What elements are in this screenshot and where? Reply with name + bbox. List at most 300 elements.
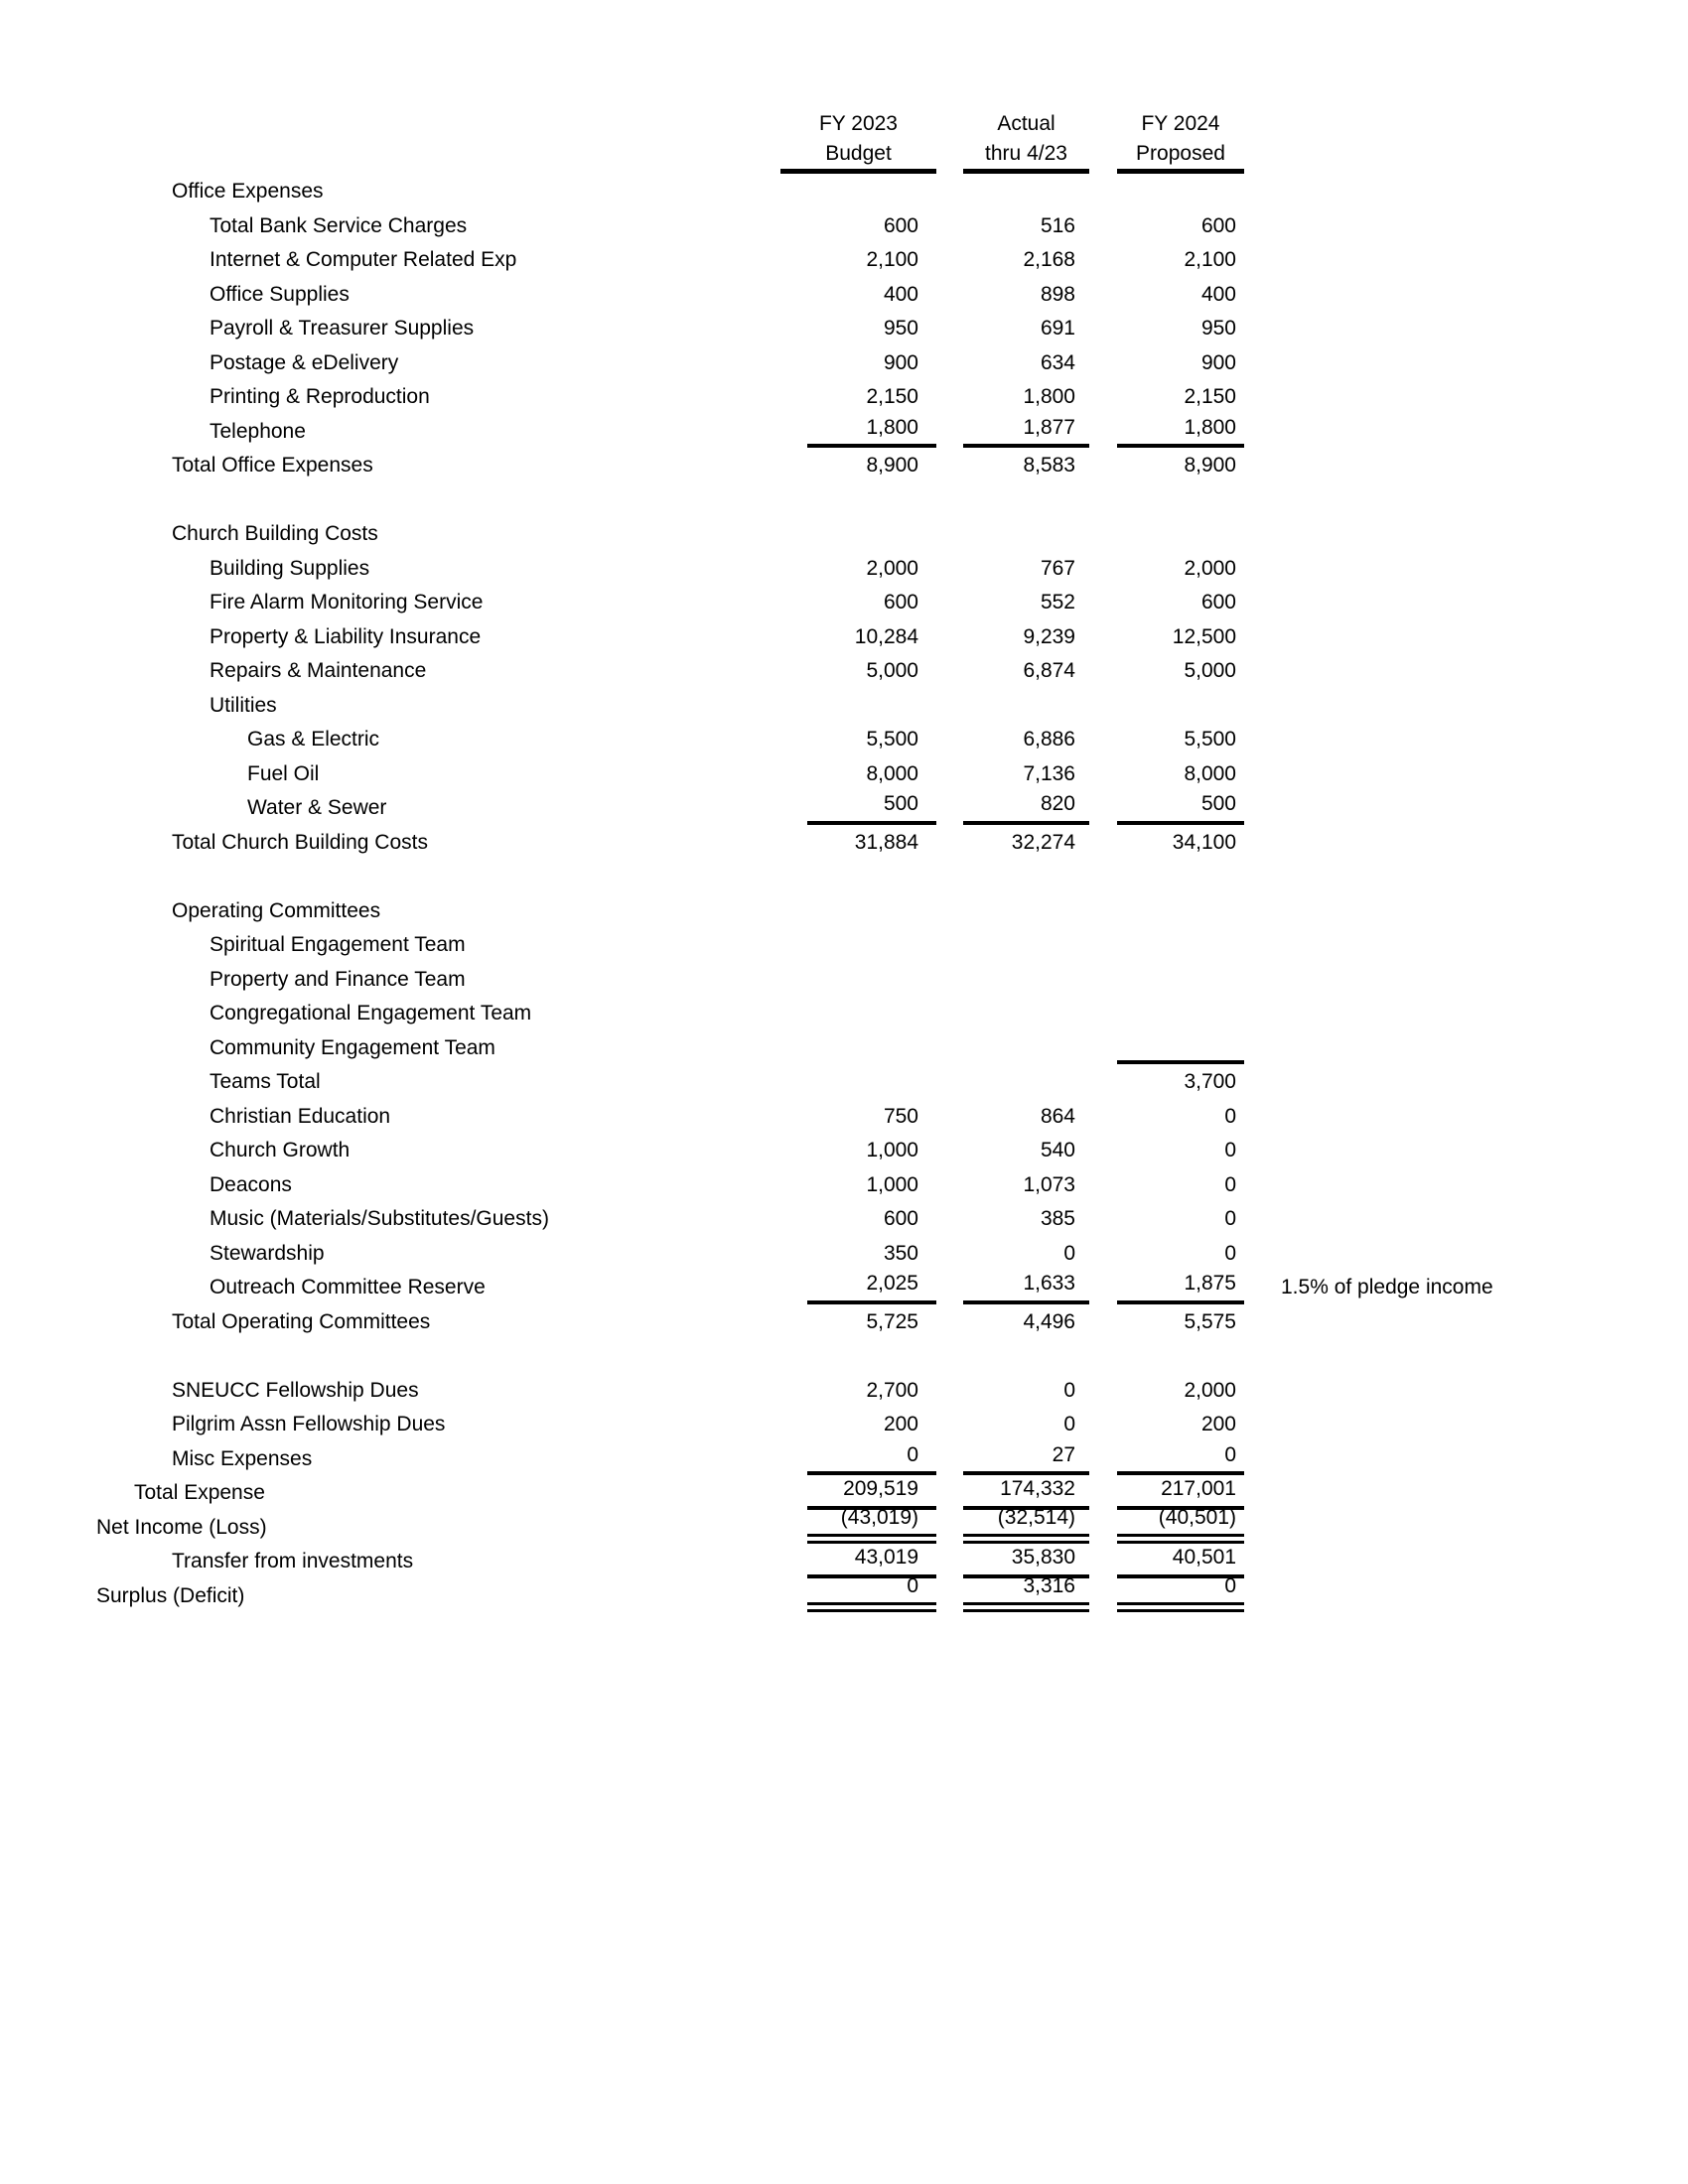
row-note [1244,1475,1688,1510]
value-fy2023-budget: 2,100 [866,248,918,272]
column-gap [1089,311,1117,345]
row-label: Building Supplies [210,556,370,580]
value-fy2024-proposed: 900 [1200,350,1236,374]
column-gap [1089,1201,1117,1236]
row-label [0,859,807,893]
table-row [0,619,1688,654]
column-gap [1089,893,1117,928]
row-note [1244,859,1688,893]
column-gap [936,722,963,756]
row-label: Payroll & Treasurer Supplies [210,317,475,341]
value-actual-thru-4-23: 634 [1040,350,1075,374]
row-note [1244,688,1688,723]
value-actual-thru-4-23: 552 [1040,591,1075,614]
value-fy2023-budget: 5,000 [866,659,918,683]
column-gap [936,208,963,243]
header-label-spacer [0,140,780,175]
column-gap [936,653,963,688]
row-label: Stewardship [210,1241,325,1265]
value-actual-thru-4-23: 767 [1040,556,1075,580]
row-label: SNEUCC Fellowship Dues [172,1378,419,1402]
value-fy2023-budget: 43,019 [807,1544,936,1578]
value-actual-thru-4-23: 7,136 [1023,761,1075,785]
table-row [0,1201,1688,1236]
column-gap [1089,1304,1117,1339]
row-label: Internet & Computer Related Exp [210,248,517,272]
value-fy2024-proposed: 5,000 [1184,659,1236,683]
value-fy2023-budget: 31,884 [854,830,918,854]
value-actual-thru-4-23 [963,1030,1089,1065]
value-actual-thru-4-23: 820 [963,790,1089,825]
row-label: Music (Materials/Substitutes/Guests) [210,1207,549,1231]
value-fy2023-budget: 600 [883,1207,918,1231]
value-actual-thru-4-23: 174,332 [963,1475,1089,1510]
value-fy2024-proposed: 2,000 [1184,1378,1236,1402]
column-gap [936,1167,963,1202]
value-fy2024-proposed: 2,000 [1184,556,1236,580]
value-fy2024-proposed: 600 [1200,213,1236,237]
row-note [1244,585,1688,619]
column-gap [1089,1544,1117,1578]
column-gap [936,756,963,791]
value-fy2023-budget [807,962,936,997]
note-column-spacer [1244,140,1688,175]
column-gap [1089,962,1117,997]
value-fy2024-proposed: 2,100 [1184,248,1236,272]
column-gap [936,962,963,997]
value-fy2023-budget: 1,000 [866,1139,918,1162]
table-row [0,825,1688,860]
column-gap [936,1201,963,1236]
column-gap [1089,790,1117,825]
value-fy2024-proposed: 600 [1200,591,1236,614]
value-fy2024-proposed: 400 [1200,282,1236,306]
table-row [0,1475,1688,1510]
value-fy2023-budget [807,893,936,928]
row-note [1244,1407,1688,1441]
value-fy2023-budget: 8,900 [866,454,918,478]
column-gap [936,1133,963,1167]
row-label: Property and Finance Team [210,967,466,991]
column-gap [1089,1373,1117,1408]
value-actual-thru-4-23: 0 [1063,1378,1075,1402]
row-note [1244,1373,1688,1408]
table-row [0,1064,1688,1099]
column-gap [1089,1099,1117,1134]
value-fy2024-proposed [1117,859,1244,893]
table-row [0,859,1688,893]
table-row [0,311,1688,345]
col-header-proposed: Proposed [1117,140,1244,175]
column-gap [1089,927,1117,962]
column-gap [1089,1064,1117,1099]
value-fy2024-proposed [1117,962,1244,997]
column-gap [936,893,963,928]
table-row [0,242,1688,277]
value-fy2023-budget: 5,500 [866,728,918,751]
row-label: Teams Total [210,1070,321,1094]
value-fy2023-budget: 600 [883,213,918,237]
value-actual-thru-4-23: 35,830 [963,1544,1089,1578]
value-fy2024-proposed: 5,500 [1184,728,1236,751]
column-gap [936,1441,963,1476]
row-note [1244,1201,1688,1236]
value-fy2023-budget [807,174,936,208]
column-gap [936,1338,963,1373]
table-row [0,996,1688,1030]
column-gap [936,1510,963,1545]
column-gap [936,927,963,962]
column-gap [1089,585,1117,619]
value-fy2024-proposed: 217,001 [1117,1475,1244,1510]
column-gap [936,140,963,175]
row-label: Total Operating Committees [172,1309,431,1333]
column-gap [936,1373,963,1408]
value-fy2023-budget: 5,725 [866,1309,918,1333]
value-actual-thru-4-23 [963,893,1089,928]
col-header-thru-4-23: thru 4/23 [963,140,1089,175]
row-note [1244,893,1688,928]
value-fy2024-proposed [1117,516,1244,551]
value-fy2023-budget: 2,700 [866,1378,918,1402]
value-fy2023-budget: (43,019) [807,1510,936,1545]
row-label: Community Engagement Team [210,1035,495,1059]
row-note [1244,277,1688,312]
column-gap [936,1578,963,1613]
row-note [1244,756,1688,791]
row-note [1244,1441,1688,1476]
value-fy2023-budget: 0 [807,1578,936,1613]
column-gap [1089,688,1117,723]
row-label [0,482,807,517]
table-row [0,551,1688,586]
row-note [1244,379,1688,414]
column-gap [936,1236,963,1271]
column-gap [936,996,963,1030]
table-row [0,414,1688,449]
column-gap [936,516,963,551]
column-gap [1089,1407,1117,1441]
row-label: Net Income (Loss) [96,1515,267,1539]
value-fy2024-proposed: 0 [1224,1241,1236,1265]
value-fy2023-budget [807,1338,936,1373]
row-label: Transfer from investments [172,1550,414,1573]
value-fy2024-proposed: 2,150 [1184,385,1236,409]
value-actual-thru-4-23: 0 [1063,1413,1075,1436]
table-row [0,688,1688,723]
table-row [0,1236,1688,1271]
column-gap [936,482,963,517]
column-gap [936,1407,963,1441]
value-fy2024-proposed: 0 [1224,1172,1236,1196]
table-row [0,448,1688,482]
table-row [0,1304,1688,1339]
value-fy2024-proposed: 8,900 [1184,454,1236,478]
value-fy2023-budget: 1,000 [866,1172,918,1196]
row-note [1244,414,1688,449]
row-note [1244,482,1688,517]
value-fy2024-proposed: 500 [1117,790,1244,825]
value-actual-thru-4-23: 6,874 [1023,659,1075,683]
row-note [1244,1236,1688,1271]
table-header-row-1 [0,105,1688,140]
header-label-spacer [0,105,780,140]
value-fy2024-proposed: 8,000 [1184,761,1236,785]
row-label: Office Supplies [210,282,350,306]
row-note [1244,1030,1688,1065]
value-fy2023-budget: 209,519 [807,1475,936,1510]
value-fy2024-proposed: 0 [1224,1104,1236,1128]
table-row [0,1373,1688,1408]
row-note [1244,1099,1688,1134]
row-label: Surplus (Deficit) [96,1583,245,1607]
column-gap [936,1304,963,1339]
row-label: Total Church Building Costs [172,830,428,854]
row-label: Christian Education [210,1104,391,1128]
value-fy2024-proposed: 5,575 [1184,1309,1236,1333]
value-fy2024-proposed: 1,800 [1117,414,1244,449]
value-fy2023-budget: 0 [807,1441,936,1476]
value-fy2024-proposed [1117,893,1244,928]
row-note [1244,825,1688,860]
column-gap [1089,1475,1117,1510]
column-gap [936,414,963,449]
column-gap [936,551,963,586]
row-label: Postage & eDelivery [210,350,399,374]
value-fy2024-proposed: 0 [1224,1207,1236,1231]
value-actual-thru-4-23: 864 [1040,1104,1075,1128]
row-note [1244,311,1688,345]
value-actual-thru-4-23 [963,1064,1089,1099]
value-actual-thru-4-23: 1,633 [963,1270,1089,1304]
column-gap [1089,1510,1117,1545]
value-actual-thru-4-23 [963,996,1089,1030]
table-row [0,1441,1688,1476]
value-actual-thru-4-23: 27 [963,1441,1089,1476]
value-fy2024-proposed [1117,174,1244,208]
row-label: Church Growth [210,1139,351,1162]
row-label: Repairs & Maintenance [210,659,427,683]
value-fy2023-budget: 2,025 [807,1270,936,1304]
column-gap [1089,482,1117,517]
col-header-fy2023: FY 2023 [818,112,898,136]
table-row [0,1030,1688,1065]
row-label: Operating Committees [172,898,381,922]
column-gap [1089,1236,1117,1271]
column-gap [936,1270,963,1304]
value-actual-thru-4-23: 385 [1040,1207,1075,1231]
value-fy2023-budget: 350 [883,1241,918,1265]
value-fy2024-proposed: 0 [1117,1441,1244,1476]
value-fy2024-proposed: 40,501 [1117,1544,1244,1578]
value-fy2023-budget: 400 [883,282,918,306]
row-label: Misc Expenses [172,1446,313,1470]
column-gap [1089,277,1117,312]
column-gap [1089,516,1117,551]
row-note [1244,1338,1688,1373]
table-row [0,790,1688,825]
value-fy2023-budget [807,482,936,517]
column-gap [1089,859,1117,893]
row-label: Property & Liability Insurance [210,624,482,648]
row-note [1244,1167,1688,1202]
row-note [1244,1133,1688,1167]
table-row [0,1573,1688,1613]
row-label: Fuel Oil [247,761,320,785]
row-note [1244,996,1688,1030]
value-actual-thru-4-23: 6,886 [1023,728,1075,751]
value-fy2023-budget: 600 [883,591,918,614]
value-fy2024-proposed: 12,500 [1172,624,1236,648]
value-fy2024-proposed: 200 [1200,1413,1236,1436]
column-gap [1089,653,1117,688]
row-note [1244,345,1688,380]
column-gap [1089,208,1117,243]
value-fy2023-budget [807,688,936,723]
value-actual-thru-4-23 [963,859,1089,893]
row-note [1244,448,1688,482]
value-actual-thru-4-23 [963,962,1089,997]
value-actual-thru-4-23: 898 [1040,282,1075,306]
note-column-spacer [1244,105,1688,140]
value-fy2023-budget [807,1064,936,1099]
table-row [0,1505,1688,1545]
column-gap [1089,379,1117,414]
row-note: 1.5% of pledge income [1281,1276,1493,1299]
table-row [0,1099,1688,1134]
row-note [1244,927,1688,962]
column-gap [1089,551,1117,586]
table-row [0,927,1688,962]
table-row [0,1133,1688,1167]
value-actual-thru-4-23 [963,688,1089,723]
column-gap [936,1099,963,1134]
table-row [0,962,1688,997]
row-note [1244,208,1688,243]
column-gap [936,1544,963,1578]
table-row [0,379,1688,414]
value-fy2023-budget [807,927,936,962]
column-gap [1089,756,1117,791]
column-gap [1089,1030,1117,1065]
table-row [0,722,1688,756]
value-fy2023-budget [807,1030,936,1065]
value-actual-thru-4-23 [963,482,1089,517]
row-label: Pilgrim Assn Fellowship Dues [172,1413,446,1436]
row-label: Spiritual Engagement Team [210,933,466,957]
value-actual-thru-4-23: 1,073 [1023,1172,1075,1196]
column-gap [1089,140,1117,175]
table-row [0,1270,1688,1304]
column-gap [1089,1338,1117,1373]
value-fy2024-proposed: 34,100 [1172,830,1236,854]
row-label: Deacons [210,1172,292,1196]
row-label: Total Office Expenses [172,454,373,478]
value-fy2024-proposed [1117,1338,1244,1373]
row-note [1244,1544,1688,1578]
table-row [0,1407,1688,1441]
value-actual-thru-4-23: 4,496 [1023,1309,1075,1333]
value-actual-thru-4-23: (32,514) [963,1510,1089,1545]
value-fy2024-proposed [1117,927,1244,962]
value-fy2023-budget: 8,000 [866,761,918,785]
column-gap [936,448,963,482]
value-fy2023-budget: 2,000 [866,556,918,580]
value-actual-thru-4-23: 0 [1063,1241,1075,1265]
column-gap [936,790,963,825]
row-label: Total Expense [134,1481,265,1505]
row-note [1244,722,1688,756]
value-actual-thru-4-23: 8,583 [1023,454,1075,478]
value-actual-thru-4-23: 32,274 [1011,830,1075,854]
row-label: Fire Alarm Monitoring Service [210,591,484,614]
column-gap [1089,619,1117,654]
value-actual-thru-4-23: 9,239 [1023,624,1075,648]
row-note [1244,242,1688,277]
value-fy2023-budget: 750 [883,1104,918,1128]
value-actual-thru-4-23 [963,1338,1089,1373]
column-gap [1089,1167,1117,1202]
row-label: Utilities [210,693,277,717]
col-header-budget: Budget [780,140,936,175]
value-fy2023-budget [807,516,936,551]
row-note [1244,1578,1688,1613]
row-label [0,1338,807,1373]
value-actual-thru-4-23: 516 [1040,213,1075,237]
budget-table [0,174,1688,1612]
value-actual-thru-4-23: 540 [1040,1139,1075,1162]
row-label: Printing & Reproduction [210,385,430,409]
column-gap [936,825,963,860]
table-row [0,1338,1688,1373]
column-gap [1089,345,1117,380]
table-row [0,893,1688,928]
column-gap [936,585,963,619]
value-fy2024-proposed: 3,700 [1184,1070,1236,1094]
column-gap [936,1064,963,1099]
row-label: Telephone [210,419,306,443]
value-actual-thru-4-23 [963,927,1089,962]
table-row [0,174,1688,208]
table-row [0,653,1688,688]
col-header-actual: Actual [997,112,1055,136]
value-actual-thru-4-23: 1,877 [963,414,1089,449]
column-gap [936,311,963,345]
value-fy2023-budget: 2,150 [866,385,918,409]
column-gap [936,1030,963,1065]
row-label: Office Expenses [172,180,324,204]
column-gap [1089,105,1117,140]
value-fy2024-proposed [1117,996,1244,1030]
row-note [1244,174,1688,208]
value-fy2024-proposed [1117,482,1244,517]
column-gap [1089,1270,1117,1304]
column-gap [1089,1578,1117,1613]
table-row [0,1167,1688,1202]
row-note [1244,516,1688,551]
column-gap [1089,414,1117,449]
column-gap [1089,722,1117,756]
value-actual-thru-4-23: 691 [1040,317,1075,341]
value-actual-thru-4-23: 3,316 [963,1578,1089,1613]
value-actual-thru-4-23: 1,800 [1023,385,1075,409]
row-note [1244,790,1688,825]
column-gap [936,105,963,140]
table-row [0,277,1688,312]
table-header-row-2 [0,140,1688,175]
column-gap [936,174,963,208]
value-fy2024-proposed: 0 [1224,1139,1236,1162]
